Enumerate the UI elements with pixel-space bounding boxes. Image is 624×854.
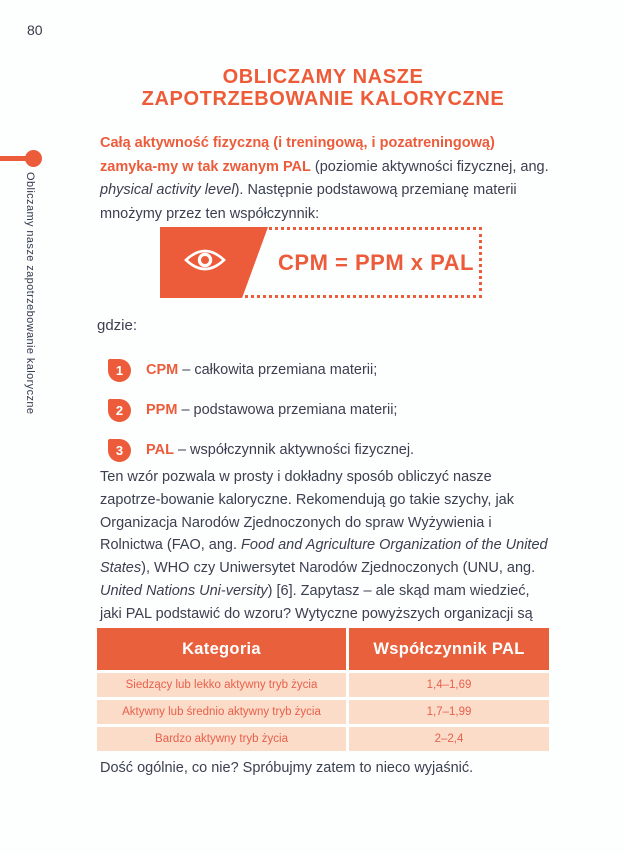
- intro-lead-bold: Całą aktywność fizyczną (i treningową, i pozatreningową) zamyka-my w tak zwanym PAL: [100, 135, 495, 175]
- definition-abbr: PPM: [146, 402, 178, 418]
- body-regular-1: Ten wzór pozwala w prosty i dokładny sposób obliczyć nasze zapotrze-bowanie kaloryczne. Rekomendują go takie szychy, jak Organizacja Narodów Zjednoczonych do spraw Wyżywienia i Rolnictwa (FAO, ang.: [100, 469, 514, 554]
- eye-icon: [160, 246, 228, 279]
- page-number: 80: [27, 22, 43, 38]
- formula-text: CPM = PPM x PAL: [278, 249, 474, 275]
- table-cell-value: 1,4–1,69: [349, 673, 549, 697]
- definition-text: [146, 442, 414, 458]
- definition-item-ppm: [108, 390, 548, 430]
- table-cell-value: 2–2,4: [349, 727, 549, 751]
- definition-desc: – współczynnik aktywności fizycznej.: [173, 442, 415, 458]
- page-title-line2: ZAPOTRZEBOWANIE KALORYCZNE: [141, 88, 505, 110]
- intro-regular-end: ). Następnie podstawową przemianę materii mnożymy przez ten współczynnik:: [100, 182, 517, 222]
- intro-paragraph: [100, 132, 552, 226]
- definition-abbr: PAL: [146, 442, 174, 458]
- definition-abbr: CPM: [146, 362, 179, 378]
- intro-italic: physical activity level: [100, 182, 235, 198]
- definition-list: [108, 350, 548, 470]
- table-cell-category: Bardzo aktywny tryb życia: [97, 727, 346, 751]
- bullet-number-icon: 1: [108, 359, 131, 382]
- table-header-category: Kategoria: [97, 628, 346, 670]
- page-title-line1: OBLICZAMY NASZE: [222, 66, 424, 88]
- definition-item-cpm: [108, 350, 548, 390]
- body-paragraph: [100, 466, 552, 648]
- table-header-pal: Współczynnik PAL: [349, 628, 549, 670]
- definition-text: [146, 402, 397, 418]
- formula-icon-panel: [160, 227, 268, 298]
- table-cell-category: Siedzący lub lekko aktywny tryb życia: [97, 673, 346, 697]
- definition-desc: – całkowita przemiana materii;: [178, 362, 378, 378]
- where-label: gdzie:: [97, 317, 138, 334]
- pal-table: [97, 628, 549, 751]
- bullet-number-icon: 3: [108, 439, 131, 462]
- bullet-number-icon: 2: [108, 399, 131, 422]
- table-cell-category: Aktywny lub średnio aktywny tryb życia: [97, 700, 346, 724]
- body-regular-2: ), WHO czy Uniwersytet Narodów Zjednoczonych (UNU, ang.: [141, 560, 536, 577]
- definition-item-pal: [108, 430, 548, 470]
- body-italic-2: United Nations Uni-versity: [100, 582, 268, 599]
- page-title: [88, 66, 558, 110]
- definition-text: [146, 362, 377, 378]
- sidebar-chapter-title: Obliczamy nasze zapotrzebowanie kaloryczne: [24, 172, 36, 415]
- body-regular-3: ) [6]. Zapytasz – ale skąd mam wiedzieć, jaki PAL podstawić do wzoru? Wytyczne powyższych organizacji są: [100, 582, 533, 622]
- intro-regular: (poziomie aktywności fizycznej, ang.: [310, 158, 549, 175]
- formula-box: [160, 227, 482, 298]
- chapter-marker-dot: [25, 150, 42, 167]
- definition-desc: – podstawowa przemiana materii;: [177, 402, 398, 418]
- table-cell-value: 1,7–1,99: [349, 700, 549, 724]
- body-italic-1: Food and Agriculture Organization of the United States: [100, 537, 548, 577]
- closing-paragraph: Dość ogólnie, co nie? Spróbujmy zatem to nieco wyjaśnić.: [100, 760, 474, 776]
